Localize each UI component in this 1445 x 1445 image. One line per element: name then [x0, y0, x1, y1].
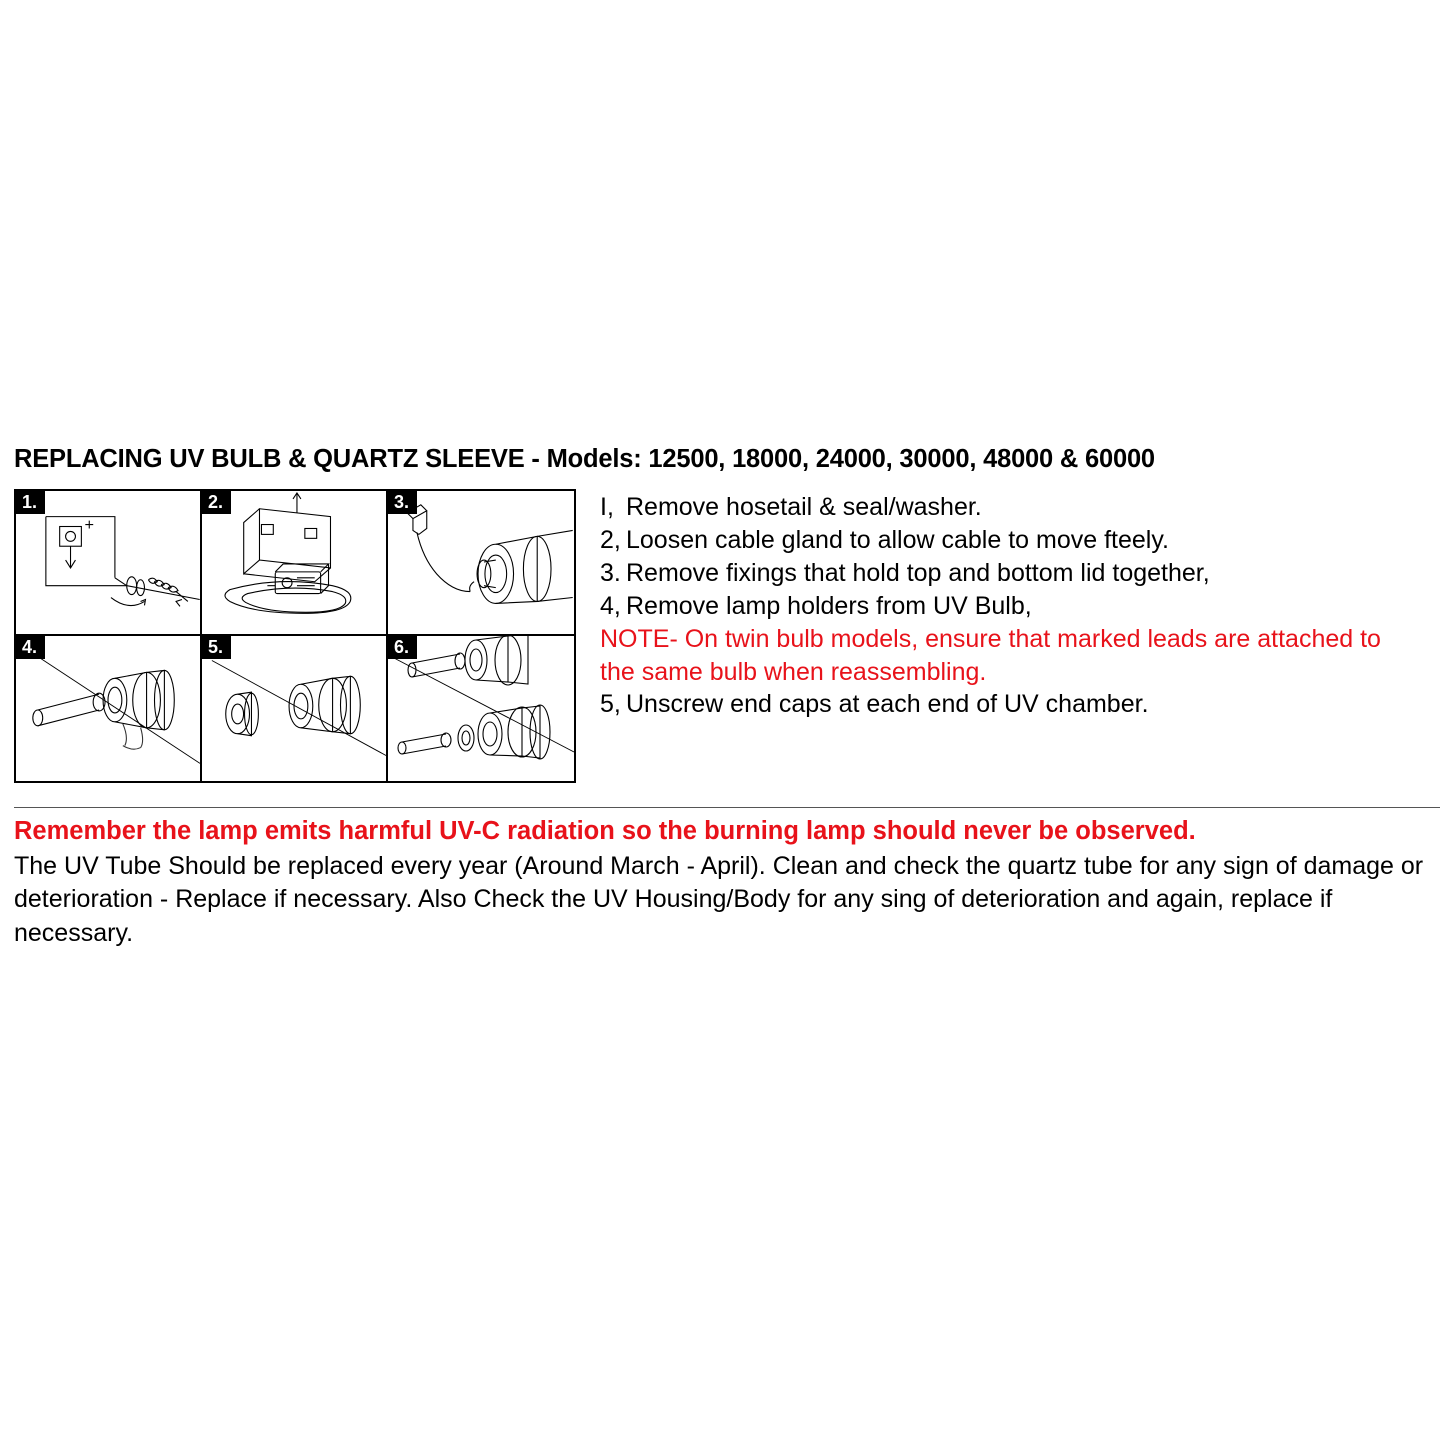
figure-cell-4 [16, 636, 202, 781]
figure-number-6: 6. [388, 636, 417, 659]
document-content [14, 445, 1439, 950]
instruction-section [14, 489, 1439, 783]
step-item-1 [600, 491, 1439, 524]
step-text-2: Loosen cable gland to allow cable to move fteely. [626, 526, 1169, 555]
step-number-4: 4, [600, 592, 621, 621]
step-item-5 [600, 688, 1439, 721]
figure-cell-5 [202, 636, 388, 781]
step-number-5: 5, [600, 690, 621, 719]
figure-cell-2 [202, 491, 388, 636]
step-number-2: 2, [600, 526, 621, 555]
maintenance-paragraph: The UV Tube Should be replaced every year (Around March - April). Clean and check the quartz tube for any sign of damage or deterioration - Replace if necessary. Also Check the UV Housing/Body for any sing of deterioration and again, replace if necessary. [14, 851, 1424, 947]
figure-number-2: 2. [202, 491, 231, 514]
step-item-4 [600, 590, 1439, 623]
step-number-3: 3. [600, 559, 621, 588]
figure-cell-3 [388, 491, 574, 636]
step-text-3: Remove fixings that hold top and bottom lid together, [626, 559, 1210, 588]
figure-number-3: 3. [388, 491, 417, 514]
figure-cell-1 [16, 491, 202, 636]
page-title: REPLACING UV BULB & QUARTZ SLEEVE - Models: 12500, 18000, 24000, 30000, 48000 & 60000 [14, 445, 1155, 473]
step-item-2 [600, 524, 1439, 557]
step-number-1: I, [600, 493, 614, 522]
step-text-5: Unscrew end caps at each end of UV chamber. [626, 690, 1149, 719]
step-item-3 [600, 557, 1439, 590]
twin-bulb-note: NOTE- On twin bulb models, ensure that marked leads are attached to the same bulb when reassembling. [600, 625, 1381, 686]
figure-number-5: 5. [202, 636, 231, 659]
figure-cell-6 [388, 636, 574, 781]
steps-list [600, 489, 1439, 721]
figure-grid [14, 489, 576, 783]
figure-number-1: 1. [16, 491, 45, 514]
step-text-4: Remove lamp holders from UV Bulb, [626, 592, 1032, 621]
uvc-warning-text: Remember the lamp emits harmful UV-C radiation so the burning lamp should never be observed. [14, 817, 1196, 846]
figure-number-4: 4. [16, 636, 45, 659]
horizontal-divider [14, 807, 1440, 808]
step-text-1: Remove hosetail & seal/washer. [626, 493, 982, 522]
